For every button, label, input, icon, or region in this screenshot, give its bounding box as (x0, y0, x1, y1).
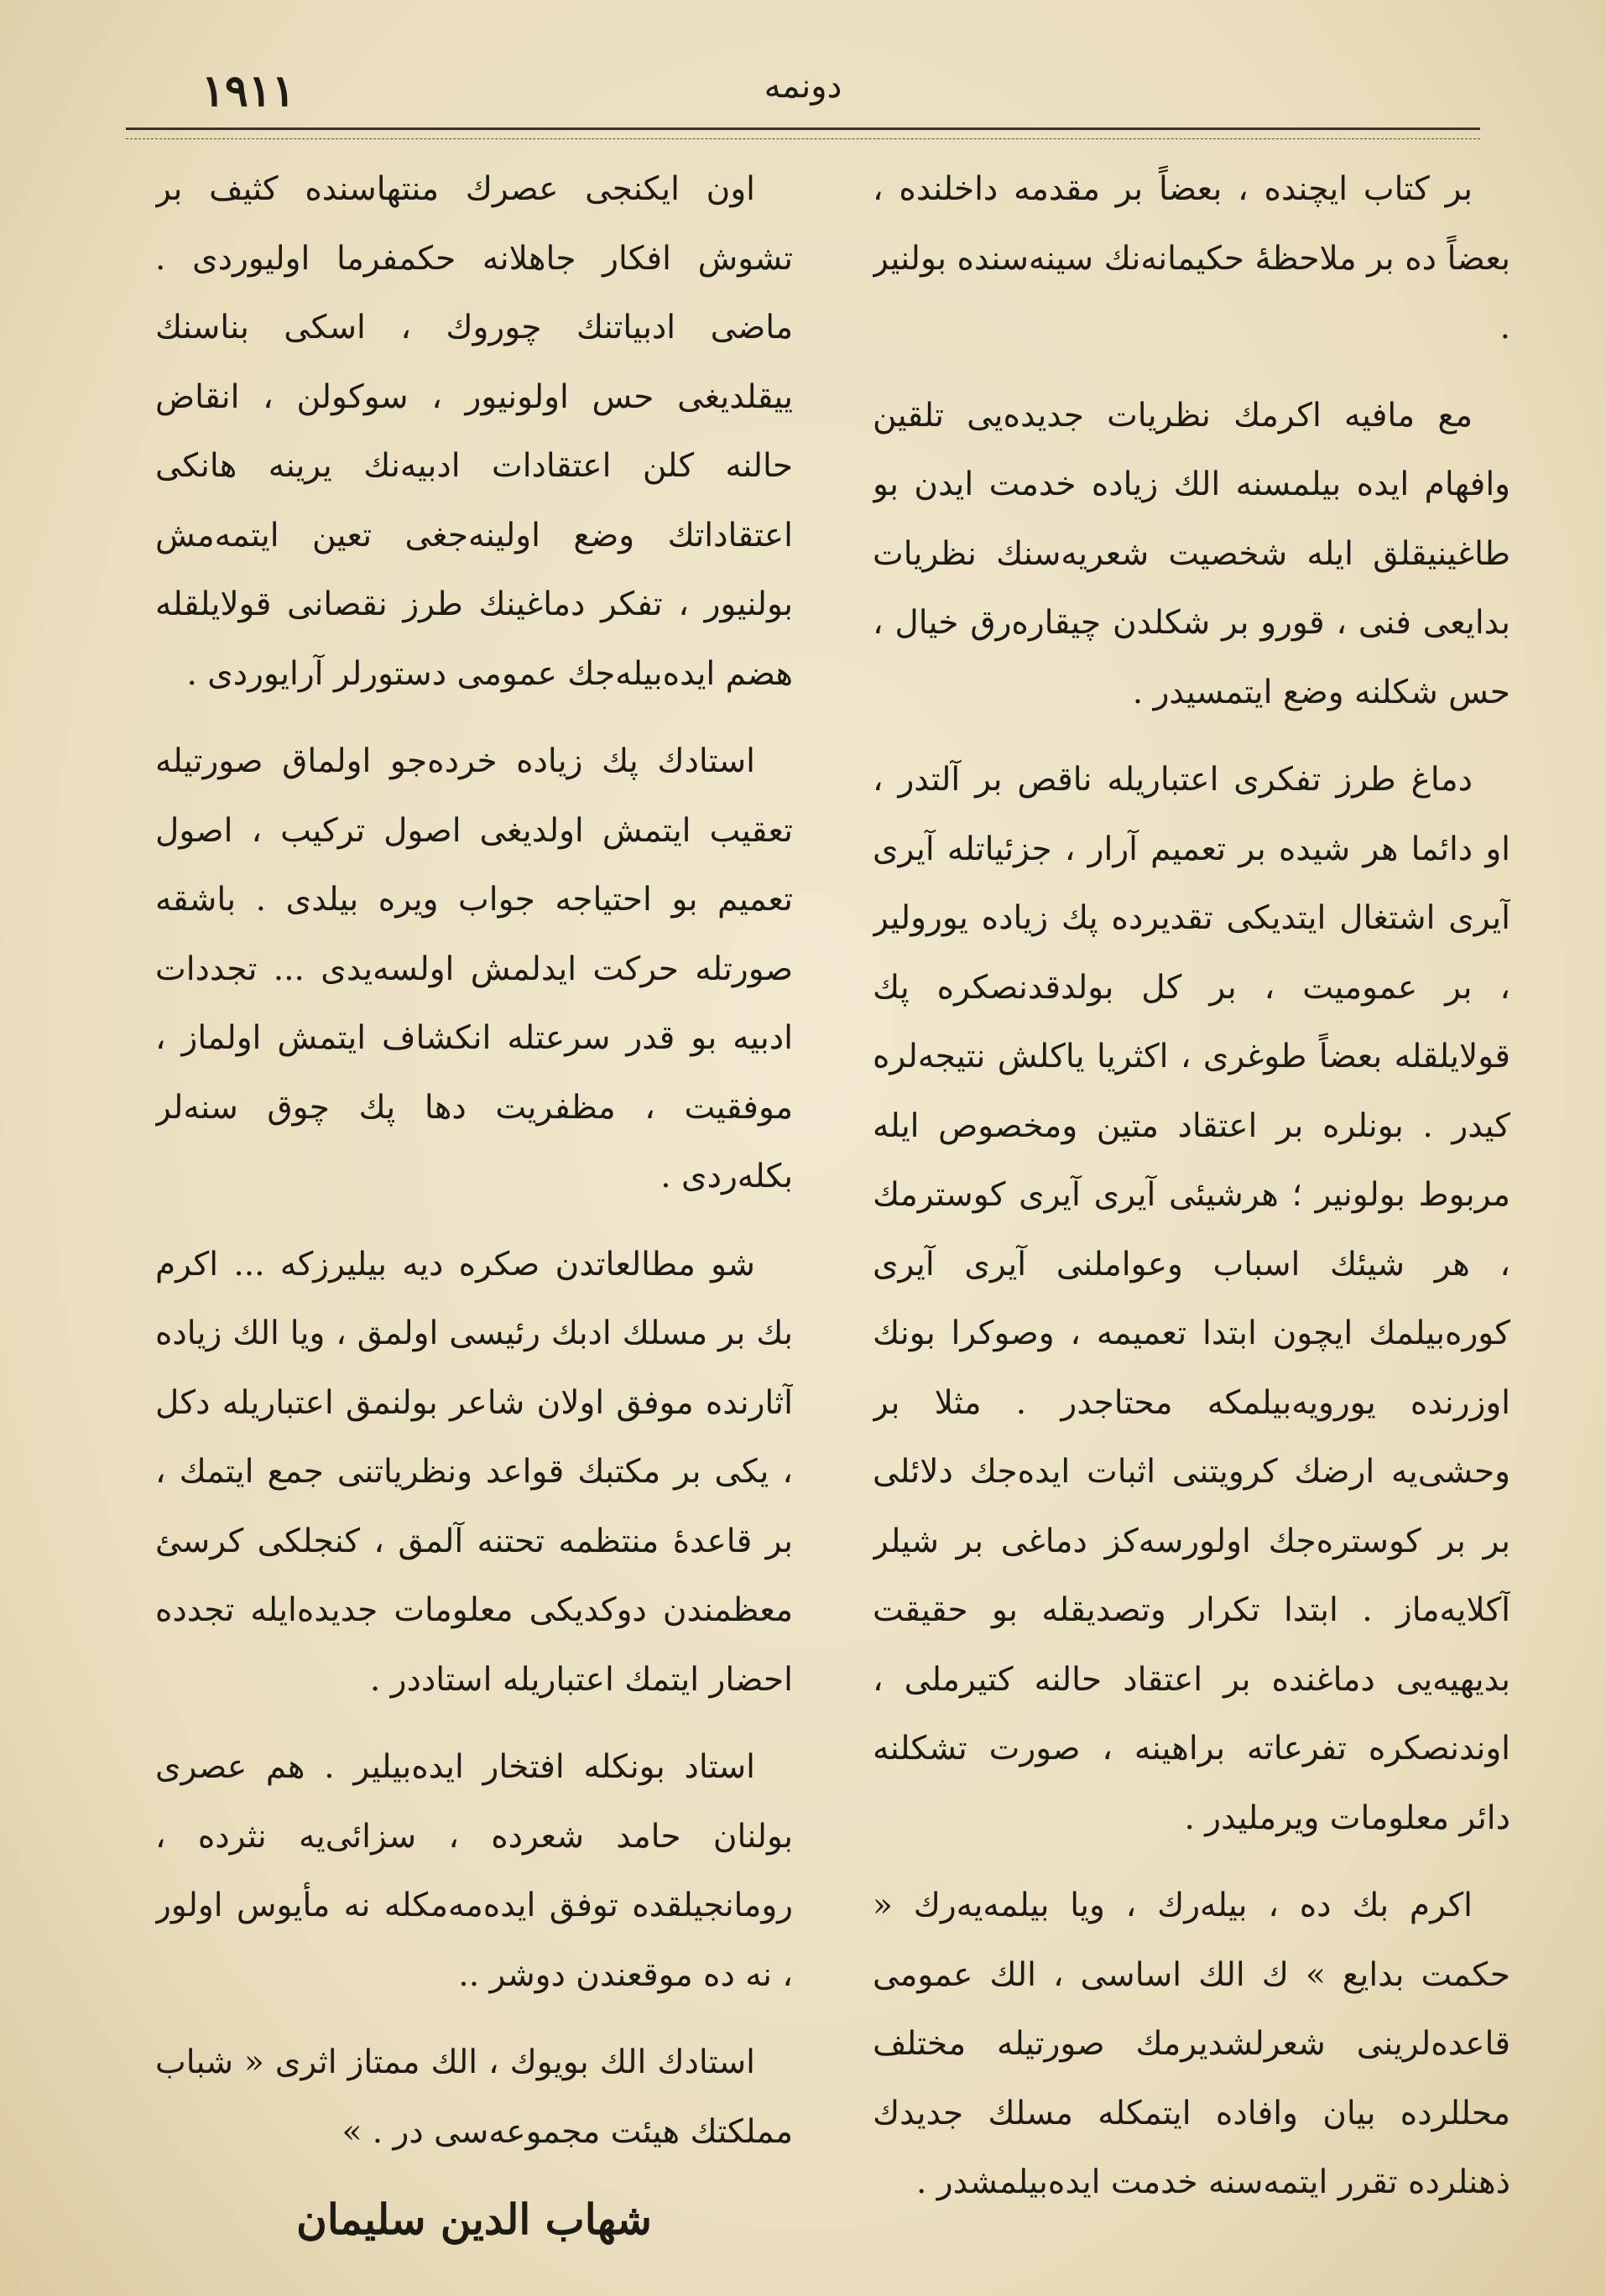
running-title: دونمه (764, 67, 842, 106)
page-number: ۱۹۱۱ (201, 65, 295, 117)
header-divider (126, 128, 1480, 139)
page-header (126, 65, 1480, 133)
right-column (873, 155, 1510, 2269)
paragraph: استاد بونكله افتخار ايده‌بيلير . هم عصرى بولنان حامد شعرده ، سزائى‌يه نثرده ، رومانجيلقده توفق ايده‌مه‌مكله نه مأيوس اولور ، نه ده موقعندن دوشر .. (155, 1748, 793, 1994)
paragraph: اون ايكنجى عصرك منتهاسنده كثيف بر تشوش افكار جاهلانه حكمفرما اوليوردى . ماضى ادبياتنك چوروك ، اسكى بناسنك ييقلديغى حس اولونيور ، سوكولن ، انقاض حالنه كلن اعتقادات ادبيه‌نك يرينه هانكى اعتقاداتك وضع اولينه‌جغى تعين ايتمه‌مش بولنيور ، تفكر دماغينك طرز نقصانى قولايلقله هضم ايده‌بيله‌جك عمومى دستورلر آرايوردى . (155, 170, 793, 693)
paragraph: شو مطالعاتدن صكره ديه بيليرزكه ... اكرم بك بر مسلك ادبك رئيسى اولمق ، ويا الك زياده آثارنده موفق اولان شاعر بولنمق اعتباريله دكل ، يكى بر مكتبك قواعد ونظرياتنى جمع ايتمك ، بر قاعدهٔ منتظمه تحتنه آلمق ، كنجلكى كرسئ معظمندن دوكديكى معلومات جديده‌ايله تجدده احضار ايتمك اعتباريله استاددر . (155, 1245, 793, 1699)
author-signature: شهاب الدين سليمان (296, 2194, 652, 2244)
paragraph: استادك پك زياده خرده‌جو اولماق صورتيله تعقيب ايتمش اولديغى اصول تركيب ، اصول تعميم بو احتياجه جواب ويره بيلدى . باشقه صورتله حركت ايدلمش اولسه‌يدى ... تجددات ادبيه بو قدر سرعتله انكشاف ايتمش اولماز ، موفقيت ، مظفريت دها پك چوق سنه‌لر بكله‌ردى . (155, 742, 793, 1195)
paragraph: استادك الك بويوك ، الك ممتاز اثرى « شباب مملكتك هيئت مجموعه‌سى در . » (155, 2043, 793, 2151)
paragraph: مع مافيه اكرمك نظريات جديده‌يى تلقين وافهام ايده بيلمسنه الك زياده خدمت ايدن بو طاغينيقلق ايله شخصيت شعريه‌سنك نظريات بدايعى فنى ، قورو بر شكلدن چيقاره‌رق خيال ، حس شكلنه وضع ايتمسيدر . (873, 396, 1510, 711)
paragraph: بر كتاب ايچنده ، بعضاً بر مقدمه داخلنده ، بعضاً ده بر ملاحظهٔ حكيمانه‌نك سينه‌سنده بولنير . (873, 170, 1510, 346)
paragraph: اكرم بك ده ، بيله‌رك ، ويا بيلمه‌يه‌رك « حكمت بدايع » ك الك اساسى ، الك عمومى قاعده‌لرينى شعرلشديرمك صورتيله مختلف محللرده بيان وافاده ايتمكله مسلك جديدك ذهنلرده تقرر ايتمه‌سنه خدمت ايده‌بيلمشدر . (873, 1887, 1510, 2201)
paragraph: دماغ طرز تفكرى اعتباريله ناقص بر آلتدر ، او دائما هر شيده بر تعميم آرار ، جزئياتله آيرى آيرى اشتغال ايتديكى تقديرده پك زياده يورولير ، بر عموميت ، بر كل بولدقدنصكره پك قولايلقله بعضاً طوغرى ، اكثريا ياكلش نتيجه‌لره كيدر . بونلره بر اعتقاد متين ومخصوص ايله مربوط بولونير ؛ هرشيئى آيرى آيرى كوسترمك ، هر شيئك اسباب وعواملنى آيرى آيرى كوره‌بيلمك ايچون ابتدا تعميمه ، وصوكرا بونك اوزرنده يورويه‌بيلمكه محتاجدر . مثلا بر وحشى‌يه ارضك كرويتنى اثبات ايده‌جك دلائلى بر بر كوستره‌جك اولورسه‌كز دماغى بر شيلر آكلايه‌ماز . ابتدا تكرار وتصديقله بو حقيقت بديهيه‌يى دماغنده بر اعتقاد حالنه كتيرملى ، اوندنصكره تفرعاته براهينه ، صورت تشكلنه دائر معلومات ويرمليدر . (873, 761, 1510, 1837)
left-column (155, 155, 793, 2269)
